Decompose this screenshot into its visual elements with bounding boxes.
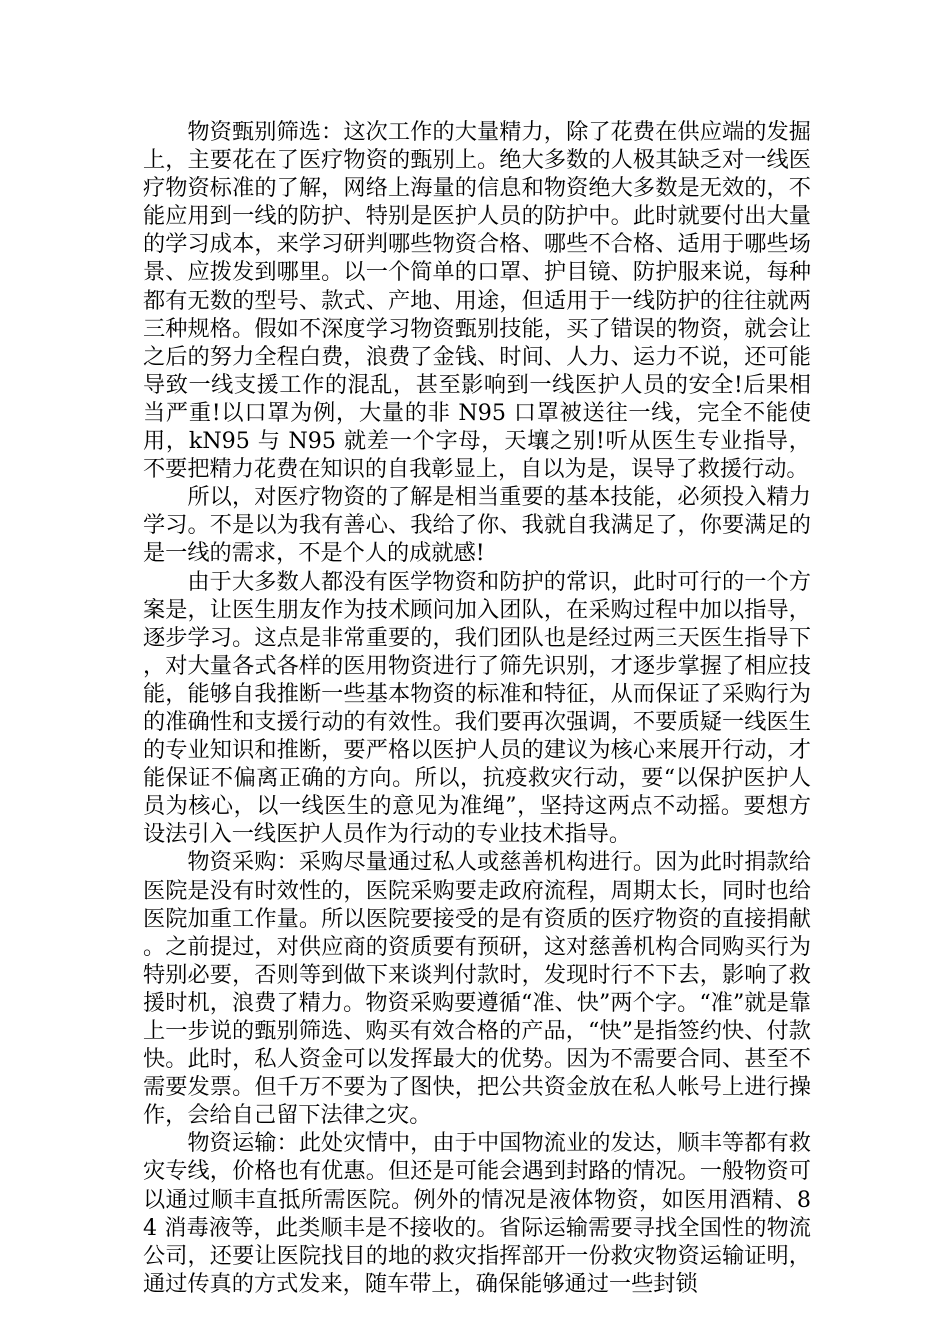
paragraph-material-purchase: 物资采购：采购尽量通过私人或慈善机构进行。因为此时捐款给医院是没有时效性的，医院采购要走政府流程，周期太长，同时也给医院加重工作量。所以医院要接受的是有资质的医疗物资的直接捐献。之前提过，对供应商的资质要有预研，这对慈善机构合同购买行为特别必要，否则等到做下来谈判付款时，发现时行不下去，影响了救援时机，浪费了精力。物资采购要遵循“准、快”两个字。“准”就是靠上一步说的甄别筛选、购买有效合格的产品，“快”是指签约快、付款快。此时，私人资金可以发挥最大的优势。因为不需要合同、甚至不需要发票。但千万不要为了图快，把公共资金放在私人帐号上进行操作，会给自己留下法律之灾。 (143, 849, 811, 1129)
document-body (143, 118, 811, 1298)
paragraph-material-transport: 物资运输：此处灾情中，由于中国物流业的发达，顺丰等都有救灾专线，价格也有优惠。但还是可能会遇到封路的情况。一般物资可以通过顺丰直抵所需医院。例外的情况是液体物资，如医用酒精、84 消毒液等，此类顺丰是不接收的。省际运输需要寻找全国性的物流公司，还要让医院找目的地的救灾指挥部开一份救灾物资运输证明，通过传真的方式发来，随车带上，确保能够通过一些封锁 (143, 1130, 811, 1297)
paragraph-material-screening: 物资甄别筛选：这次工作的大量精力，除了花费在供应端的发掘上，主要花在了医疗物资的甄别上。绝大多数的人极其缺乏对一线医疗物资标准的了解，网络上海量的信息和物资绝大多数是无效的，不能应用到一线的防护、特别是医护人员的防护中。此时就要付出大量的学习成本，来学习研判哪些物资合格、哪些不合格、适用于哪些场景、应拨发到哪里。以一个简单的口罩、护目镜、防护服来说，每种都有无数的型号、款式、产地、用途，但适用于一线防护的往往就两三种规格。假如不深度学习物资甄别技能，买了错误的物资，就会让之后的努力全程白费，浪费了金钱、时间、人力、运力不说，还可能导致一线支援工作的混乱，甚至影响到一线医护人员的安全!后果相当严重!以口罩为例，大量的非 N95 口罩被送往一线，完全不能使用，kN95 与 N95 就差一个字母，天壤之别!听从医生专业指导，不要把精力花费在知识的自我彰显上，自以为是，误导了救援行动。 (143, 119, 811, 483)
paragraph-medical-knowledge: 所以，对医疗物资的了解是相当重要的基本技能，必须投入精力学习。不是以为我有善心、我给了你、我就自我满足了，你要满足的是一线的需求，不是个人的成就感! (143, 484, 811, 567)
paragraph-doctor-guidance: 由于大多数人都没有医学物资和防护的常识，此时可行的一个方案是，让医生朋友作为技术顾问加入团队，在采购过程中加以指导，逐步学习。这点是非常重要的，我们团队也是经过两三天医生指导下，对大量各式各样的医用物资进行了筛先识别，才逐步掌握了相应技能，能够自我推断一些基本物资的标准和特征，从而保证了采购行为的准确性和支援行动的有效性。我们要再次强调，不要质疑一线医生的专业知识和推断，要严格以医护人员的建议为核心来展开行动，才能保证不偏离正确的方向。所以，抗疫救灾行动，要“以保护医护人员为核心，以一线医生的意见为准绳”，坚持这两点不动摇。要想方设法引入一线医护人员作为行动的专业技术指导。 (143, 568, 811, 848)
